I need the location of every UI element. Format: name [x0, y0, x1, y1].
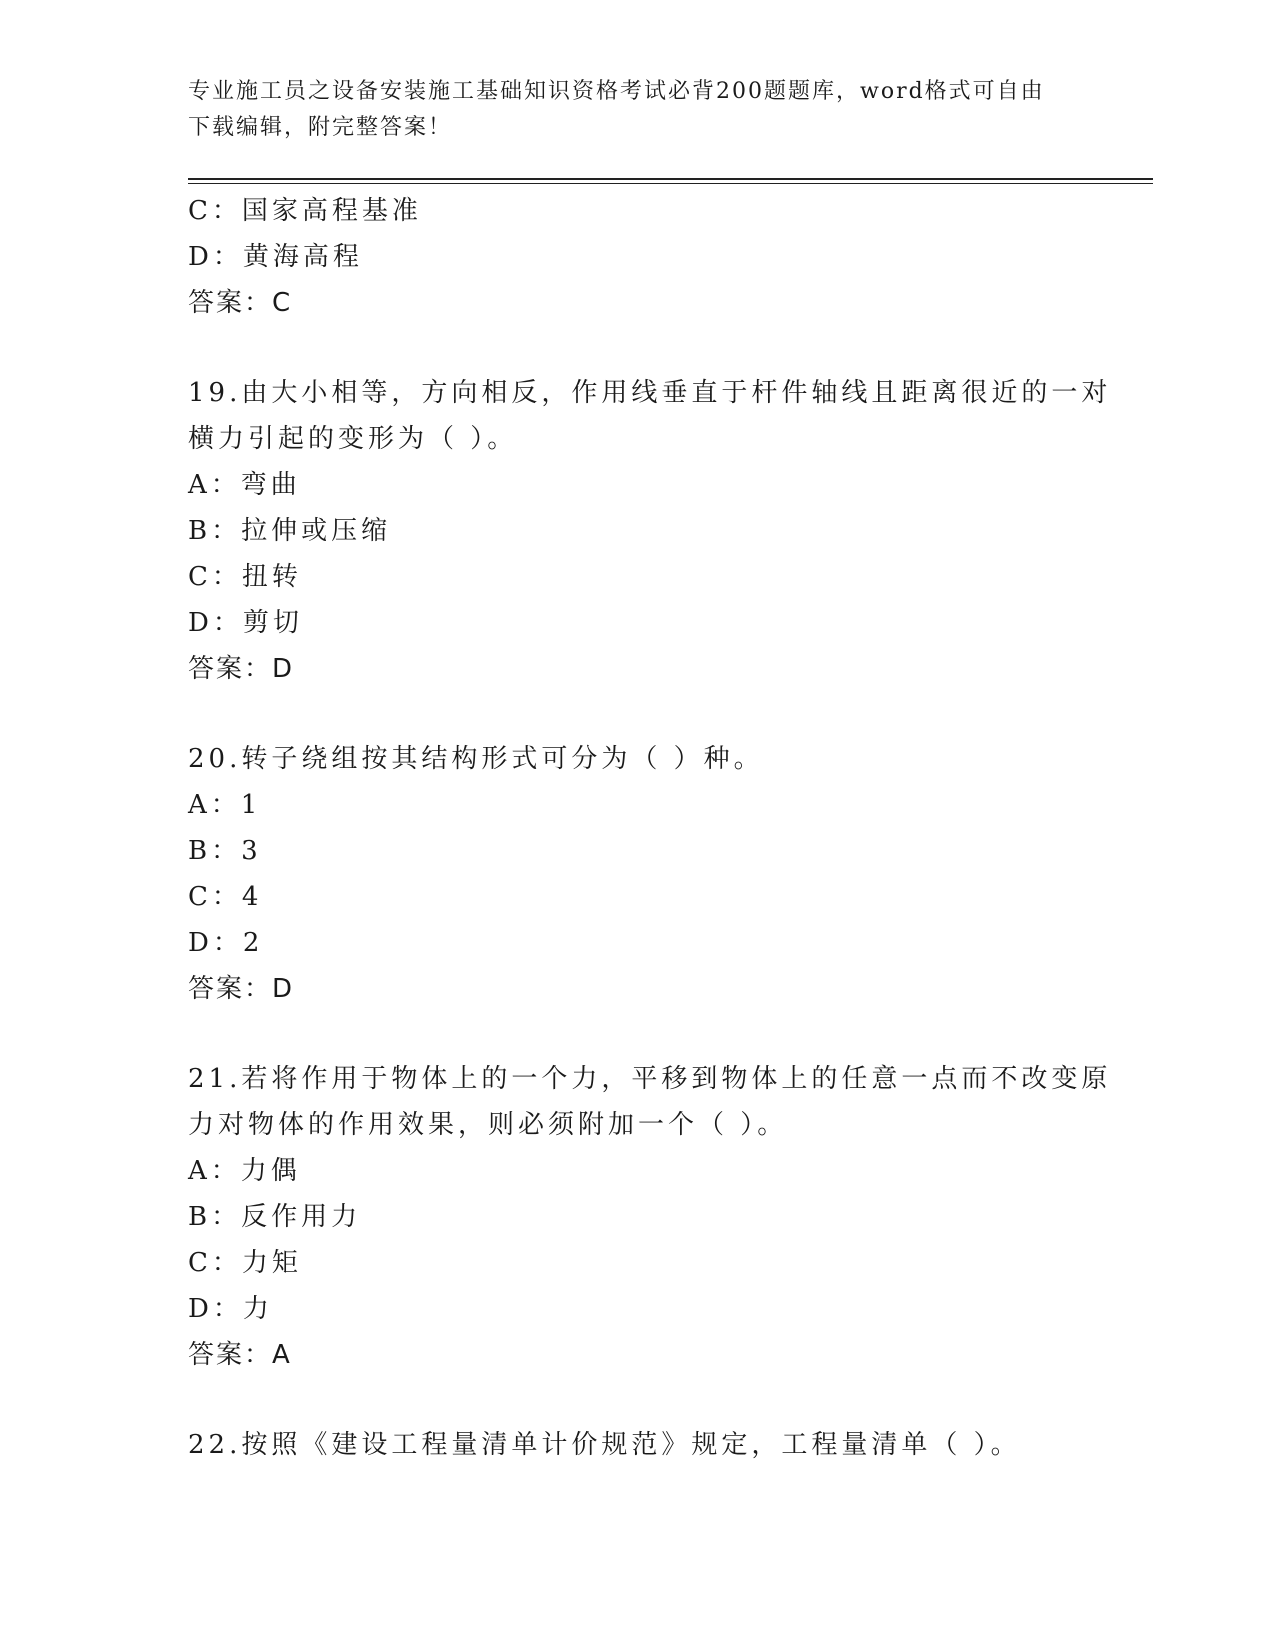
question-list	[188, 188, 1112, 1468]
document-header	[188, 74, 1088, 146]
question-fragment	[188, 188, 1108, 326]
answer-line: 答案：D	[188, 974, 295, 1004]
option-line: A：弯曲	[188, 470, 301, 500]
question-21	[188, 1056, 1112, 1378]
question-stem: 横力引起的变形为（ ）。	[188, 424, 518, 454]
option-line: A：1	[188, 790, 262, 820]
answer-line: 答案：D	[188, 654, 295, 684]
option-line: D：黄海高程	[188, 242, 363, 272]
option-line: C：扭转	[188, 562, 302, 592]
option-line: C：力矩	[188, 1248, 302, 1278]
question-stem: 力对物体的作用效果，则必须附加一个（ ）。	[188, 1110, 788, 1140]
question-stem: 20.转子绕组按其结构形式可分为（ ）种。	[188, 744, 764, 774]
question-22	[188, 1422, 1108, 1468]
question-stem: 19.由大小相等，方向相反，作用线垂直于杆件轴线且距离很近的一对	[188, 378, 1112, 408]
option-line: C：国家高程基准	[188, 196, 422, 226]
header-divider-thin	[188, 183, 1153, 184]
header-line-2: 下载编辑，附完整答案！	[188, 115, 453, 140]
option-line: C：4	[188, 882, 263, 912]
answer-line: 答案：A	[188, 1340, 292, 1370]
option-line: B：3	[188, 836, 262, 866]
answer-line: 答案：C	[188, 288, 293, 318]
option-line: D：力	[188, 1294, 273, 1324]
header-line-1: 专业施工员之设备安装施工基础知识资格考试必背200题题库，word格式可自由	[188, 79, 1045, 104]
question-20	[188, 736, 1108, 1012]
question-stem: 22.按照《建设工程量清单计价规范》规定，工程量清单（ ）。	[188, 1430, 1021, 1460]
header-divider-thick	[188, 178, 1153, 180]
option-line: D：剪切	[188, 608, 303, 638]
option-line: D：2	[188, 928, 264, 958]
option-line: B：拉伸或压缩	[188, 516, 392, 546]
question-19	[188, 370, 1112, 692]
option-line: B：反作用力	[188, 1202, 362, 1232]
question-stem: 21.若将作用于物体上的一个力，平移到物体上的任意一点而不改变原	[188, 1064, 1112, 1094]
option-line: A：力偶	[188, 1156, 301, 1186]
